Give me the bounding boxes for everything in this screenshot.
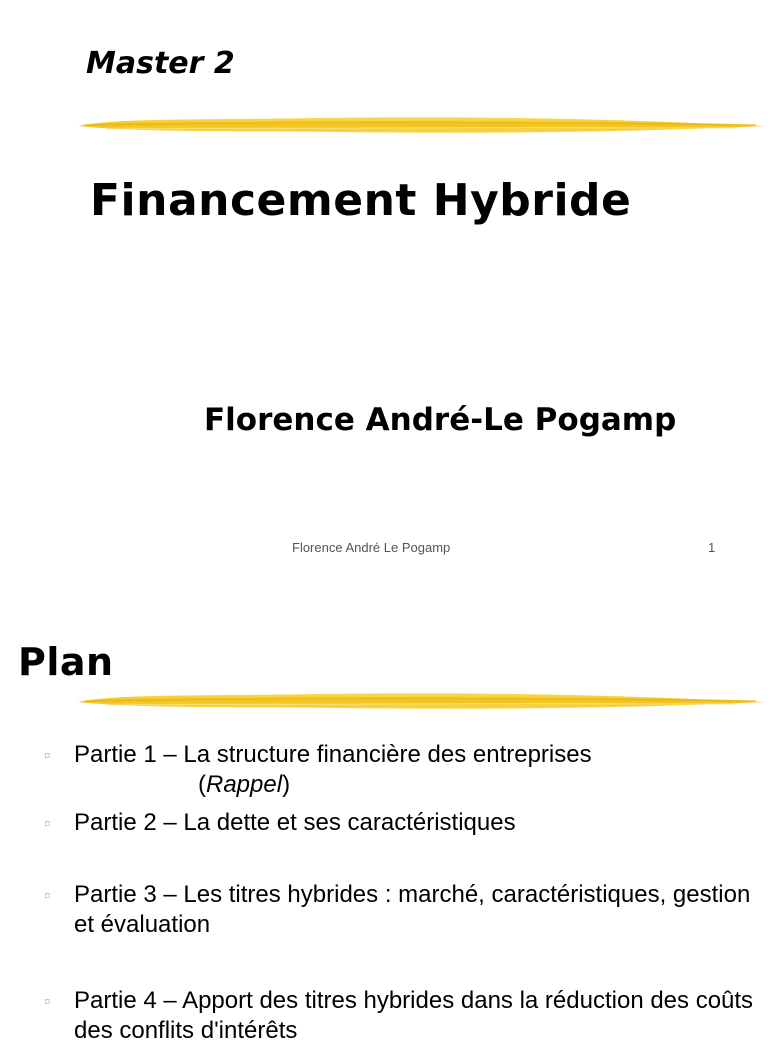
- slide-footer: Florence André Le Pogamp: [292, 540, 451, 555]
- page-number: 1: [708, 540, 716, 555]
- square-bullet-icon: ▫: [44, 885, 51, 905]
- plan-slide: [0, 576, 768, 1024]
- square-bullet-icon: ▫: [44, 745, 51, 765]
- square-bullet-icon: ▫: [44, 813, 51, 833]
- yellow-brush-stroke-divider: [76, 112, 768, 138]
- list-item-text: Partie 2 – La dette et ses caractéristiques: [74, 809, 516, 836]
- list-item-text: Partie 3 – Les titres hybrides : marché, caractéristiques, gestion et évaluation: [74, 881, 751, 938]
- list-item-text: Partie 1 – La structure financière des entreprises: [74, 741, 592, 768]
- square-bullet-icon: ▫: [44, 991, 51, 1011]
- plan-title: Plan: [18, 640, 114, 684]
- slide-subtitle: Master 2: [86, 46, 235, 81]
- author-name: Florence André-Le Pogamp: [204, 402, 677, 438]
- list-item-subtext: (Rappel): [198, 771, 291, 798]
- slide-title: Financement Hybride: [90, 175, 632, 226]
- yellow-brush-stroke-divider: [76, 688, 768, 714]
- list-item-text: Partie 4 – Apport des titres hybrides dans la réduction des coûts des conflits d'intérêts: [74, 987, 754, 1044]
